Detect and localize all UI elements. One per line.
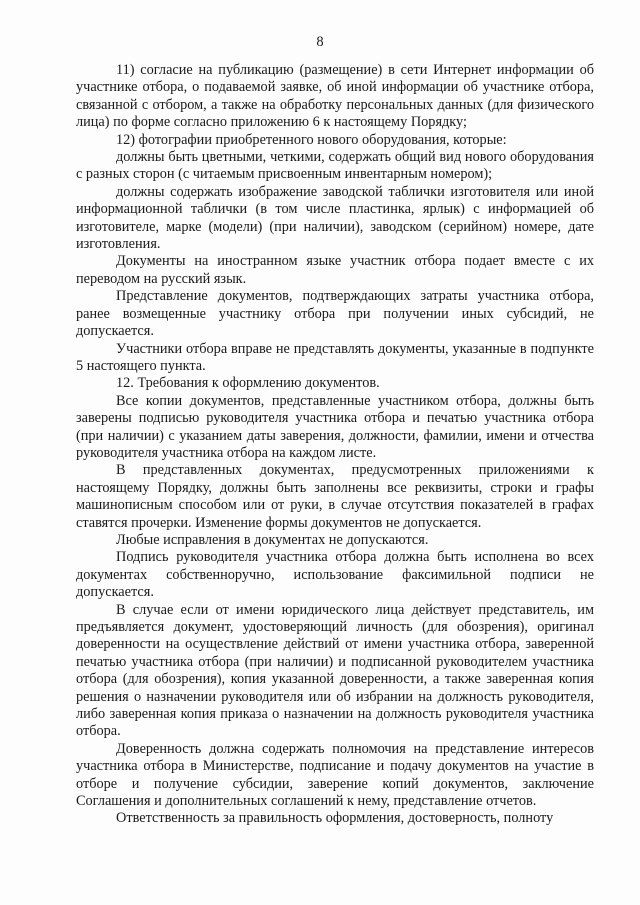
- paragraph-photos-color: должны быть цветными, четкими, содержать общий вид нового оборудования с разных сторон (с читаемым присвоенным инвентарным номером);: [76, 149, 594, 183]
- paragraph-no-corrections: Любые исправления в документах не допускаются.: [116, 531, 429, 548]
- paragraph-equipment-photos: 12) фотографии приобретенного нового оборудования, которые:: [116, 131, 507, 148]
- paragraph-reimbursed-costs: Представление документов, подтверждающих затраты участника отбора, ранее возмещенные участнику отбора при получении иных субсидий, не допускается.: [76, 288, 594, 340]
- paragraph-responsibility: Ответственность за правильность оформления, достоверность, полноту: [116, 810, 554, 827]
- paragraph-copies-certified: Все копии документов, представленные участником отбора, должны быть заверены подписью руководителя участника отбора и печатью участника отбора (при наличии) с указанием даты заверения, должности, фамилии, имени и отчества руководителя участника отбора на каждом листе.: [76, 392, 594, 461]
- paragraph-power-of-attorney: Доверенность должна содержать полномочия на представление интересов участника отбора в Министерстве, подписание и подачу документов на участие в отборе и получение субсидии, заверение копий документов, заключение Соглашения и дополнительных соглашений к нему, представление отчетов.: [76, 740, 594, 810]
- paragraph-photos-plate: должны содержать изображение заводской таблички изготовителя или иной информационной таблички (в том числе пластинка, ярлык) с информацией об изготовителе, марке (модели) (при наличии), заводском (серийном) номере, дате изготовления.: [76, 183, 594, 253]
- paragraph-signature: Подпись руководителя участника отбора должна быть исполнена во всех документах собственноручно, использование факсимильной подписи не допускается.: [76, 549, 594, 601]
- paragraph-optional-documents: Участники отбора вправе не представлять документы, указанные в подпункте 5 настоящего пункта.: [76, 340, 594, 374]
- paragraph-representative: В случае если от имени юридического лица действует представитель, им предъявляется документ, удостоверяющий личность (для обозрения), оригинал доверенности на осуществление действий от имени участника отбора, заверенной печатью участника отбора (при наличии) и подписанной руководителем участника отбора (для обозрения), копия указанной доверенности, а также заверенная копия решения о назначении руководителя или об избрании на должность руководителя, либо заверенная копия приказа о назначении на должность руководителя участника отбора.: [76, 601, 594, 740]
- paragraph-foreign-language: Документы на иностранном языке участник отбора подает вместе с их переводом на русский язык.: [76, 253, 594, 287]
- page-body: [76, 62, 594, 828]
- paragraph-consent-publication: 11) согласие на публикацию (размещение) в сети Интернет информации об участнике отбора, о подаваемой заявке, об иной информации об участнике отбора, связанной с отбором, а также на обработку персональных данных (для физического лица) по форме согласно приложению 6 к настоящему Порядку;: [76, 62, 594, 131]
- page-number: 8: [316, 34, 324, 50]
- paragraph-forms-filled: В представленных документах, предусмотренных приложениями к настоящему Порядку, должны быть заполнены все реквизиты, строки и графы машинописным способом или от руки, в случае отсутствия показателей в графах ставятся прочерки. Изменение формы документов не допускается.: [76, 462, 594, 531]
- paragraph-formatting-requirements: 12. Требования к оформлению документов.: [116, 375, 380, 392]
